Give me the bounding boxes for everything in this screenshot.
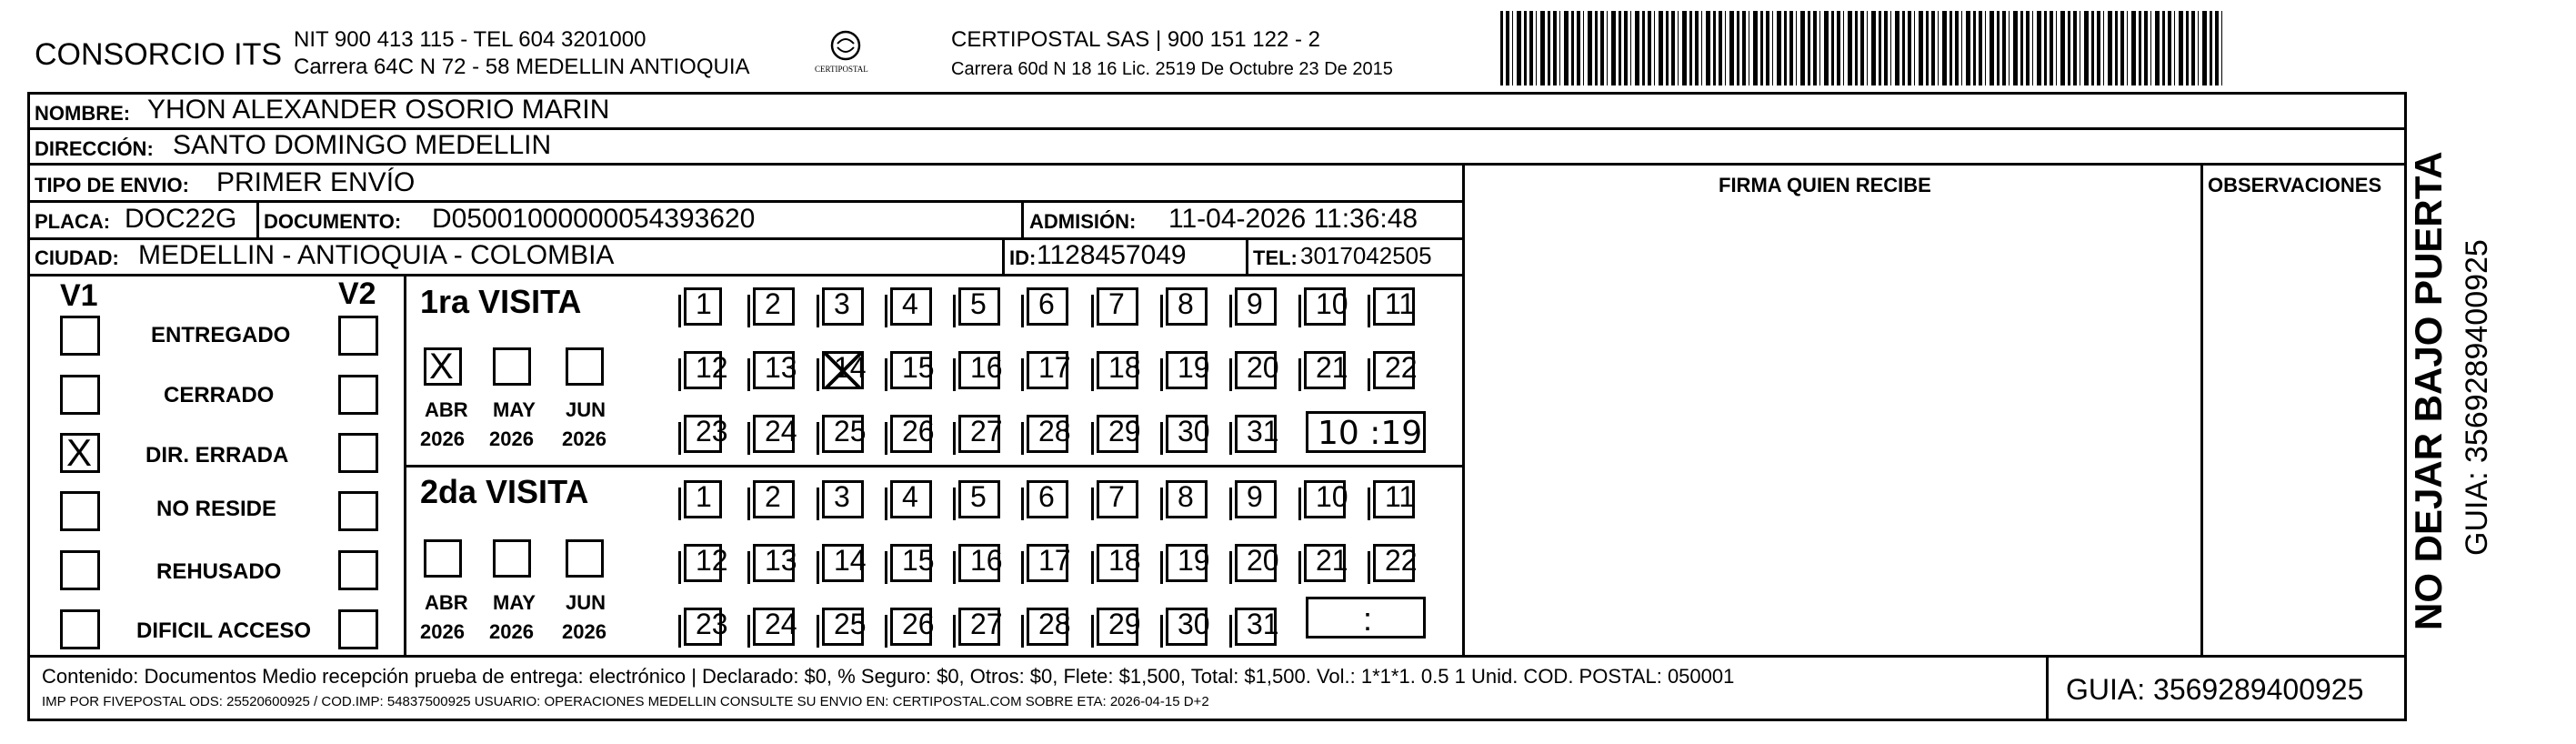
visit1-day-label: 30 [1178, 415, 1210, 447]
visit2-year-abr: 2026 [420, 620, 465, 643]
visit1-day-2[interactable] [753, 287, 795, 326]
visit1-month-jun: JUN [566, 398, 606, 421]
visit2-day-18[interactable] [1097, 544, 1141, 582]
visit1-day-label: 28 [1038, 415, 1071, 447]
v2-checkbox-cerrado[interactable] [338, 375, 378, 415]
placa-label: PLACA: [35, 210, 111, 233]
visit1-day-label: 10 [1316, 287, 1348, 320]
visit2-day-11[interactable] [1373, 480, 1415, 518]
visit2-day-label: 9 [1247, 480, 1263, 513]
v1-checkbox-no-reside[interactable] [60, 491, 100, 531]
v2-checkbox-dificil-acceso[interactable] [338, 609, 378, 649]
visit1-day-20[interactable] [1235, 351, 1277, 389]
status-dir-errada: DIR. ERRADA [145, 443, 289, 468]
visit2-day-label: 21 [1316, 544, 1348, 577]
visit2-day-label: 12 [696, 544, 728, 577]
visit2-day-3[interactable] [822, 480, 864, 518]
visit2-time-box[interactable] [1306, 597, 1426, 638]
v1-checkbox-dir-errada[interactable] [60, 433, 100, 473]
visit2-time-value: : [1363, 600, 1373, 638]
visit1-month-may: MAY [493, 398, 536, 421]
visit1-day-24[interactable] [753, 415, 795, 453]
visit2-day-label: 20 [1247, 544, 1279, 577]
visit1-day-label: 19 [1178, 351, 1210, 384]
visit2-day-label: 24 [765, 608, 797, 640]
nombre-label: NOMBRE: [35, 102, 131, 125]
tipo-envio-label: TIPO DE ENVIO: [35, 174, 189, 196]
visit1-day-16[interactable] [958, 351, 1003, 389]
visit1-day-label: 22 [1385, 351, 1418, 384]
visit1-month-may-checkbox[interactable] [493, 347, 531, 386]
placa-value: DOC22G [125, 204, 237, 234]
v2-checkbox-entregado[interactable] [338, 316, 378, 356]
footer-guia: GUIA: 3569289400925 [2066, 673, 2364, 706]
visit2-day-8[interactable] [1166, 480, 1208, 518]
visit2-day-label: 22 [1385, 544, 1418, 577]
visit2-day-16[interactable] [958, 544, 1003, 582]
visit2-day-24[interactable] [753, 608, 795, 646]
firma-header: FIRMA QUIEN RECIBE [1719, 174, 1931, 196]
certipostal-info: CERTIPOSTAL SAS | 900 151 122 - 2 [951, 27, 1320, 52]
visit1-month-jun-checkbox[interactable] [566, 347, 604, 386]
side-guia-text: GUIA: 3569289400925 [2460, 239, 2494, 556]
visit2-day-label: 26 [902, 608, 935, 640]
visit2-day-29[interactable] [1097, 608, 1141, 646]
visit2-day-28[interactable] [1027, 608, 1071, 646]
visit1-day-13[interactable] [753, 351, 795, 389]
visit2-day-17[interactable] [1027, 544, 1071, 582]
v1-checkbox-rehusado[interactable] [60, 550, 100, 590]
visit2-day-27[interactable] [958, 608, 1003, 646]
visit1-month-mark: X [429, 347, 454, 387]
visit1-day-9[interactable] [1235, 287, 1277, 326]
visit2-day-7[interactable] [1097, 480, 1138, 518]
status-cerrado: CERRADO [164, 383, 275, 407]
visit1-day-label: 27 [970, 415, 1003, 447]
visit2-day-15[interactable] [890, 544, 935, 582]
visit2-month-abr-checkbox[interactable] [424, 539, 462, 578]
status-rehusado: REHUSADO [156, 559, 282, 584]
visit1-day-label: 8 [1178, 287, 1194, 320]
visit2-day-25[interactable] [822, 608, 867, 646]
visit2-day-label: 14 [834, 544, 867, 577]
id-value: 1128457049 [1037, 240, 1187, 270]
visit2-day-1[interactable] [684, 480, 722, 518]
visit1-day-label: 17 [1038, 351, 1071, 384]
visit1-day-label: 11 [1385, 287, 1416, 320]
tipo-envio-value: PRIMER ENVÍO [216, 167, 416, 197]
ciudad-value: MEDELLIN - ANTIOQUIA - COLOMBIA [138, 240, 615, 270]
v1-checkbox-cerrado[interactable] [60, 375, 100, 415]
visit2-month-may: MAY [493, 591, 536, 614]
visit1-year-may: 2026 [489, 427, 534, 450]
visit2-day-label: 15 [902, 544, 935, 577]
v1-dir-errada-mark: X [66, 431, 93, 474]
visit2-day-label: 3 [834, 480, 850, 513]
visit1-day-3[interactable] [822, 287, 864, 326]
visit1-title: 1ra VISITA [420, 283, 582, 320]
visit1-day-label: 14 [834, 351, 867, 384]
visit1-day-label: 1 [696, 287, 712, 320]
visit2-day-label: 5 [970, 480, 987, 513]
visit1-day-25[interactable] [822, 415, 867, 453]
visit1-day-label: 9 [1247, 287, 1263, 320]
visit1-year-abr: 2026 [420, 427, 465, 450]
visit2-day-label: 27 [970, 608, 1003, 640]
visit2-day-label: 11 [1385, 480, 1416, 513]
visit2-day-label: 10 [1316, 480, 1348, 513]
company-address: Carrera 64C N 72 - 58 MEDELLIN ANTIOQUIA [294, 55, 750, 79]
visit1-day-4[interactable] [890, 287, 932, 326]
visit1-time-value: 10 :19 [1318, 415, 1423, 452]
visit1-day-14[interactable] [822, 351, 867, 389]
visit2-day-14[interactable] [822, 544, 867, 582]
visit2-day-label: 25 [834, 608, 867, 640]
visit1-day-21[interactable] [1304, 351, 1346, 389]
visit1-day-19[interactable] [1166, 351, 1208, 389]
visit2-day-label: 29 [1108, 608, 1141, 640]
visit2-title: 2da VISITA [420, 473, 589, 510]
visit2-day-label: 8 [1178, 480, 1194, 513]
visit1-day-label: 24 [765, 415, 797, 447]
status-entregado: ENTREGADO [151, 323, 291, 347]
visit2-day-19[interactable] [1166, 544, 1208, 582]
visit2-month-may-checkbox[interactable] [493, 539, 531, 578]
visit1-day-label: 2 [765, 287, 781, 320]
visit2-day-6[interactable] [1027, 480, 1068, 518]
status-dificil-acceso: DIFICIL ACCESO [136, 618, 312, 643]
visit1-day-label: 25 [834, 415, 867, 447]
visit2-day-label: 4 [902, 480, 918, 513]
visit1-day-28[interactable] [1027, 415, 1071, 453]
nombre-value: YHON ALEXANDER OSORIO MARIN [147, 95, 610, 125]
visit1-day-12[interactable] [684, 351, 728, 389]
visit1-day-label: 7 [1108, 287, 1125, 320]
visit1-day-label: 13 [765, 351, 797, 384]
visit2-year-jun: 2026 [562, 620, 606, 643]
visit2-day-2[interactable] [753, 480, 795, 518]
visit2-day-label: 19 [1178, 544, 1210, 577]
documento-value: D05001000000054393620 [432, 204, 756, 234]
visit2-day-23[interactable] [684, 608, 728, 646]
logo-text: CERTIPOSTAL [815, 65, 868, 74]
visit2-day-label: 30 [1178, 608, 1210, 640]
v1-checkbox-dificil-acceso[interactable] [60, 609, 100, 649]
visit1-day-23[interactable] [684, 415, 728, 453]
visit2-month-jun-checkbox[interactable] [566, 539, 604, 578]
id-label: ID: [1009, 246, 1037, 269]
direccion-value: SANTO DOMINGO MEDELLIN [173, 130, 552, 160]
visit2-day-label: 16 [970, 544, 1003, 577]
tel-value: 3017042505 [1300, 242, 1432, 269]
visit2-day-20[interactable] [1235, 544, 1277, 582]
certipostal-logo [809, 27, 882, 82]
visit1-day-label: 23 [696, 415, 728, 447]
visit1-day-31[interactable] [1235, 415, 1277, 453]
visit1-day-29[interactable] [1097, 415, 1141, 453]
admision-label: ADMISIÓN: [1029, 210, 1137, 233]
visit1-month-abr: ABR [425, 398, 468, 421]
visit1-day-1[interactable] [684, 287, 722, 326]
visit2-month-jun: JUN [566, 591, 606, 614]
visit2-month-abr: ABR [425, 591, 468, 614]
visit1-day-label: 12 [696, 351, 728, 384]
visit2-day-26[interactable] [890, 608, 935, 646]
v2-header: V2 [338, 276, 376, 311]
visit2-day-label: 13 [765, 544, 797, 577]
visit2-day-label: 17 [1038, 544, 1071, 577]
visit2-day-label: 2 [765, 480, 781, 513]
visit1-day-8[interactable] [1166, 287, 1208, 326]
visit2-day-22[interactable] [1373, 544, 1418, 582]
side-no-dejar: NO DEJAR BAJO PUERTA [2407, 151, 2450, 630]
tel-label: TEL: [1253, 246, 1298, 269]
visit1-day-15[interactable] [890, 351, 935, 389]
side-notice [2407, 92, 2464, 630]
visit1-day-label: 29 [1108, 415, 1141, 447]
visit2-year-may: 2026 [489, 620, 534, 643]
visit2-day-label: 18 [1108, 544, 1141, 577]
visit2-day-4[interactable] [890, 480, 932, 518]
observaciones-header: OBSERVACIONES [2208, 174, 2382, 196]
v2-checkbox-dir-errada[interactable] [338, 433, 378, 473]
admision-value: 11-04-2026 11:36:48 [1168, 204, 1418, 234]
visit1-day-label: 15 [902, 351, 935, 384]
documento-label: DOCUMENTO: [264, 210, 402, 233]
visit1-day-label: 26 [902, 415, 935, 447]
visit1-day-10[interactable] [1304, 287, 1346, 326]
visit2-day-label: 31 [1247, 608, 1279, 640]
visit1-day-17[interactable] [1027, 351, 1071, 389]
visit2-day-30[interactable] [1166, 608, 1208, 646]
visit1-day-label: 18 [1108, 351, 1141, 384]
visit1-day-22[interactable] [1373, 351, 1418, 389]
visit1-day-label: 16 [970, 351, 1003, 384]
visit2-day-label: 1 [696, 480, 712, 513]
visit1-year-jun: 2026 [562, 427, 606, 450]
visit1-day-18[interactable] [1097, 351, 1141, 389]
barcode [1500, 11, 2224, 85]
visit1-day-label: 5 [970, 287, 987, 320]
visit2-day-10[interactable] [1304, 480, 1346, 518]
visit1-day-label: 21 [1316, 351, 1348, 384]
visit2-day-12[interactable] [684, 544, 728, 582]
visit1-day-27[interactable] [958, 415, 1003, 453]
visit2-day-label: 28 [1038, 608, 1071, 640]
visit1-time-box[interactable] [1306, 411, 1426, 453]
visit2-day-9[interactable] [1235, 480, 1277, 518]
visit1-day-11[interactable] [1373, 287, 1415, 326]
visit2-day-13[interactable] [753, 544, 795, 582]
visit1-day-label: 4 [902, 287, 918, 320]
visit1-day-5[interactable] [958, 287, 1000, 326]
visit2-day-label: 7 [1108, 480, 1125, 513]
visit1-day-label: 31 [1247, 415, 1279, 447]
status-no-reside: NO RESIDE [156, 497, 277, 521]
direccion-label: DIRECCIÓN: [35, 137, 154, 160]
company-nit: NIT 900 413 115 - TEL 604 3201000 [294, 27, 647, 52]
footer-contenido: Contenido: Documentos Medio recepción prueba de entrega: electrónico | Declarado: $0, % Seguro: $0, Otros: $0, Flete: $1,500, Total: $1,500. Vol.: 1*1*1. 0.5 1 Unid. COD. POSTAL: 050001 [42, 665, 1735, 688]
v2-checkbox-no-reside[interactable] [338, 491, 378, 531]
visit1-day-26[interactable] [890, 415, 935, 453]
v1-header: V1 [60, 278, 98, 313]
visit2-day-label: 6 [1038, 480, 1055, 513]
visit2-day-31[interactable] [1235, 608, 1277, 646]
visit1-month-abr-checkbox[interactable] [424, 347, 462, 386]
v1-checkbox-entregado[interactable] [60, 316, 100, 356]
visit1-day-30[interactable] [1166, 415, 1208, 453]
ciudad-label: CIUDAD: [35, 246, 119, 269]
visit2-day-label: 23 [696, 608, 728, 640]
visit1-day-6[interactable] [1027, 287, 1068, 326]
visit1-day-label: 6 [1038, 287, 1055, 320]
visit1-day-label: 20 [1247, 351, 1279, 384]
visit1-day-label: 3 [834, 287, 850, 320]
side-guia [2461, 92, 2498, 565]
v2-checkbox-rehusado[interactable] [338, 550, 378, 590]
footer-imp: IMP POR FIVEPOSTAL ODS: 25520600925 / COD.IMP: 54837500925 USUARIO: OPERACIONES MEDELLIN CONSULTE SU ENVIO EN: CERTIPOSTAL.COM SOBRE ETA: 2026-04-15 D+2 [42, 694, 1209, 709]
visit1-day-7[interactable] [1097, 287, 1138, 326]
company-name: CONSORCIO ITS [35, 37, 283, 72]
certipostal-address: Carrera 60d N 18 16 Lic. 2519 De Octubre 23 De 2015 [951, 59, 1393, 79]
visit2-day-5[interactable] [958, 480, 1000, 518]
visit2-day-21[interactable] [1304, 544, 1346, 582]
